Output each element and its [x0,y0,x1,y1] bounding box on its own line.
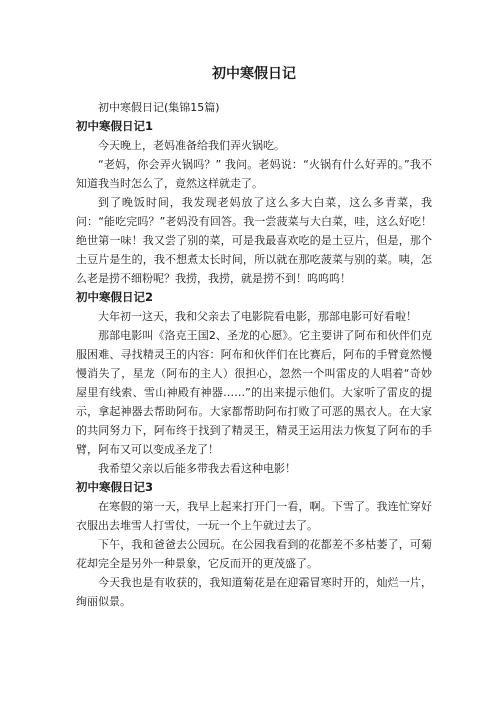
section-heading-3: 初中寒假日记3 [76,480,154,494]
document-title: 初中寒假日记 [212,66,296,82]
section-2-paragraph-3: 我希望父亲以后能多带我去看这种电影！ [98,462,296,475]
section-1-paragraph-1: 今天晚上，老妈准备给我们弄火锅吃。 [98,139,285,152]
section-heading-1: 初中寒假日记1 [76,119,154,133]
section-1-paragraph-3: 到了晚饭时间，我发现老妈放了这么多大白菜，这么多青菜，我问：“能吃完吗？”老妈没有回答。我一尝菠菜与大白菜，哇，这么好吃！绝世第一味！我又尝了别的菜，可是我最喜欢吃的是土豆片，但是，那个土豆片是生的，我不想煮太长时间，所以就在那吃菠菜与别的菜。咦，怎么老是捞不细粉呢？我捞，我捞，就是捞不到！呜呜呜！ [76,196,432,285]
section-heading-2: 初中寒假日记2 [76,290,154,304]
document-intro: 初中寒假日记(集锦15篇) [98,101,220,114]
section-3-paragraph-3: 今天我也是有收获的，我知道菊花是在迎霜冒寒时开的，灿烂一片，绚丽似景。 [76,576,432,608]
section-3-paragraph-2: 下午，我和爸爸去公园玩。在公园我看到的花都差不多枯萎了，可菊花却完全是另外一种景象，它反而开的更茂盛了。 [76,538,432,570]
section-1-paragraph-2: “老妈，你会弄火锅吗？” 我问。老妈说：“火锅有什么好弄的。”我不知道我当时怎么了，竟然这样就走了。 [76,158,432,190]
section-2-paragraph-1: 大年初一这天，我和父亲去了电影院看电影，那部电影可好看啦！ [98,310,417,323]
section-3-paragraph-1: 在寒假的第一天，我早上起来打开门一看，啊。下雪了。我连忙穿好衣服出去堆雪人打雪仗，一玩一个上午就过去了。 [76,500,432,532]
section-2-paragraph-2: 那部电影叫《洛克王国2、圣龙的心愿》。它主要讲了阿布和伙伴们克服困难、寻找精灵王的内容：阿布和伙伴们在比赛后，阿布的手臂竟然慢慢消失了，星龙（阿布的主人）很担心，忽然一个叫雷皮的人唱着“奇妙屋里有线索、雪山神殿有神器……”的出来提示他们。大家听了雷皮的提示，拿起神器去帮助阿布。大家都帮助阿布打败了可恶的黑衣人。在大家的共同努力下，阿布终于找到了精灵王，精灵王运用法力恢复了阿布的手臂，阿布又可以变成圣龙了！ [76,329,432,456]
